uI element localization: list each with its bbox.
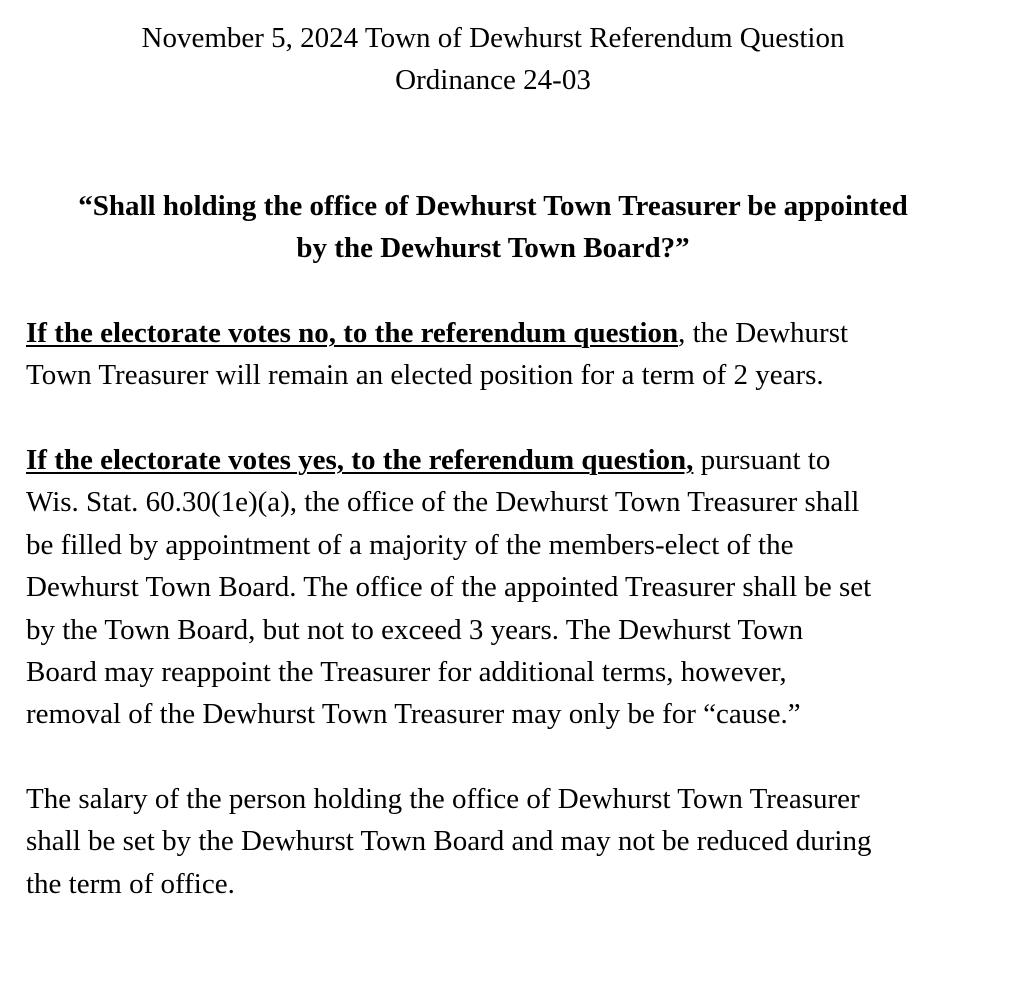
- referendum-question: [0, 185, 986, 269]
- vote-yes-lead: If the electorate votes yes, to the referendum question,: [26, 444, 694, 476]
- paragraph-vote-yes: [26, 439, 986, 736]
- vote-no-line-1: [26, 312, 986, 354]
- paragraph-vote-no: [26, 312, 986, 397]
- vote-no-lead: If the electorate votes no, to the referendum question: [26, 317, 679, 349]
- header-title-date: November 5, 2024 Town of Dewhurst Referendum Question: [141, 22, 845, 54]
- vote-yes-line-2: Wis. Stat. 60.30(1e)(a), the office of the Dewhurst Town Treasurer shall: [26, 486, 860, 519]
- paragraph-salary: [26, 778, 986, 905]
- header-ordinance-number: Ordinance 24-03: [395, 64, 591, 96]
- vote-yes-line-4: Dewhurst Town Board. The office of the appointed Treasurer shall be set: [26, 571, 872, 604]
- vote-yes-line-1-rest: pursuant to: [693, 444, 831, 476]
- vote-no-line-1-rest: , the Dewhurst: [678, 317, 849, 349]
- question-line-1: “Shall holding the office of Dewhurst Town Treasurer be appointed: [78, 190, 908, 222]
- vote-yes-line-6: Board may reappoint the Treasurer for additional terms, however,: [26, 656, 787, 689]
- salary-line-3: the term of office.: [26, 867, 235, 900]
- salary-line-2: shall be set by the Dewhurst Town Board and may not be reduced during: [26, 825, 872, 858]
- vote-no-line-2: Town Treasurer will remain an elected position for a term of 2 years.: [26, 359, 824, 392]
- salary-line-1: The salary of the person holding the office of Dewhurst Town Treasurer: [26, 783, 860, 815]
- vote-yes-line-3: be filled by appointment of a majority of the members-elect of the: [26, 528, 794, 561]
- question-line-2: by the Dewhurst Town Board?”: [296, 232, 690, 264]
- document-header: [0, 17, 986, 101]
- vote-yes-line-7: removal of the Dewhurst Town Treasurer may only be for “cause.”: [26, 698, 801, 731]
- vote-yes-line-1: [26, 439, 986, 481]
- vote-yes-line-5: by the Town Board, but not to exceed 3 years. The Dewhurst Town: [26, 613, 804, 646]
